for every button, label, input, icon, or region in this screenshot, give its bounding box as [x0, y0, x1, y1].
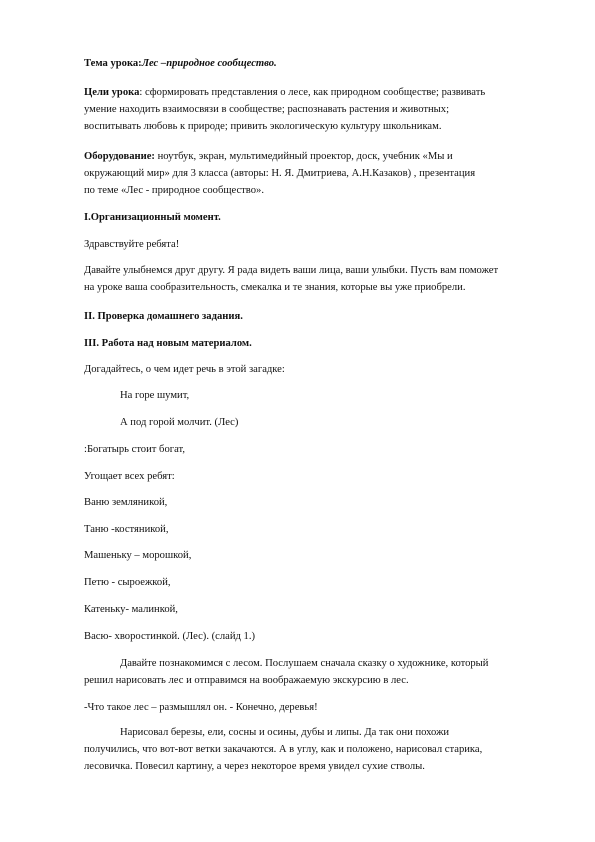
riddle-line-2: А под горой молчит. (Лес): [120, 417, 239, 428]
section-heading-3: III. Работа над новым материалом.: [84, 338, 252, 349]
artist-quote: -Что такое лес – размышлял он. - Конечно, деревья!: [84, 702, 318, 713]
lesson-goals-line-1: Цели урока: сформировать представления о лесе, как природном сообществе; развивать: [84, 87, 486, 98]
poem-line-1: :Богатырь стоит богат,: [84, 444, 185, 455]
paragraph-acquaint-line-2: решил нарисовать лес и отправимся на воображаемую экскурсию в лес.: [84, 675, 409, 686]
equipment-label: Оборудование:: [84, 151, 155, 162]
paragraph-drawing-line-2: получились, что вот-вот ветки закачаются. А в углу, как и положено, нарисовал старика,: [84, 744, 483, 755]
paragraph-acquaint-line-1: Давайте познакомимся с лесом. Послушаем сначала сказку о художнике, который: [120, 658, 489, 669]
poem-line-3: Ваню земляникой,: [84, 497, 168, 508]
poem-line-4: Таню -костяникой,: [84, 524, 169, 535]
poem-line-8: Васю- хворостинкой. (Лес). (слайд 1.): [84, 631, 256, 642]
equipment-line-3: по теме «Лес - природное сообщество».: [84, 185, 264, 196]
riddle-line-1: На горе шумит,: [120, 390, 190, 401]
paragraph-drawing-line-1: Нарисовал березы, ели, сосны и осины, дубы и липы. Да так они похожи: [120, 727, 450, 738]
equipment-line-1: Оборудование: ноутбук, экран, мультимедийный проектор, доск, учебник «Мы и: [84, 151, 453, 162]
lesson-goals-label: Цели урока: [84, 87, 140, 98]
paragraph-smile-line-1: Давайте улыбнемся друг другу. Я рада видеть ваши лица, ваши улыбки. Пусть вам поможет: [84, 265, 499, 276]
greeting-text: Здравствуйте ребята!: [84, 239, 180, 250]
equipment-line-2: окружающий мир» для 3 класса (авторы: Н. Я. Дмитриева, А.Н.Казаков) , презентация: [84, 168, 476, 179]
poem-line-5: Машеньку – морошкой,: [84, 550, 192, 561]
lesson-topic-value: Лес –природное сообщество.: [141, 58, 277, 69]
paragraph-smile-line-2: на уроке ваша сообразительность, смекалка и те знания, которые вы уже приобрели.: [84, 282, 466, 293]
paragraph-drawing-line-3: лесовичка. Повесил картину, а через некоторое время увидел сухие стволы.: [84, 761, 425, 772]
lesson-goals-line-2: умение находить взаимосвязи в сообществе; распознавать растения и животных;: [84, 104, 450, 115]
section-heading-1: I.Организационный момент.: [84, 212, 221, 223]
section-heading-2: II. Проверка домашнего задания.: [84, 311, 243, 322]
lesson-topic-label: Тема урока:: [84, 58, 142, 69]
lesson-topic: [84, 55, 277, 72]
riddle-intro: Догадайтесь, о чем идет речь в этой загадке:: [84, 364, 285, 375]
poem-line-7: Катеньку- малинкой,: [84, 604, 178, 615]
poem-line-6: Петю - сыроежкой,: [84, 577, 171, 588]
poem-line-2: Угощает всех ребят:: [84, 471, 175, 482]
lesson-goals-line-3: воспитывать любовь к природе; привить экологическую культуру школьникам.: [84, 121, 442, 132]
